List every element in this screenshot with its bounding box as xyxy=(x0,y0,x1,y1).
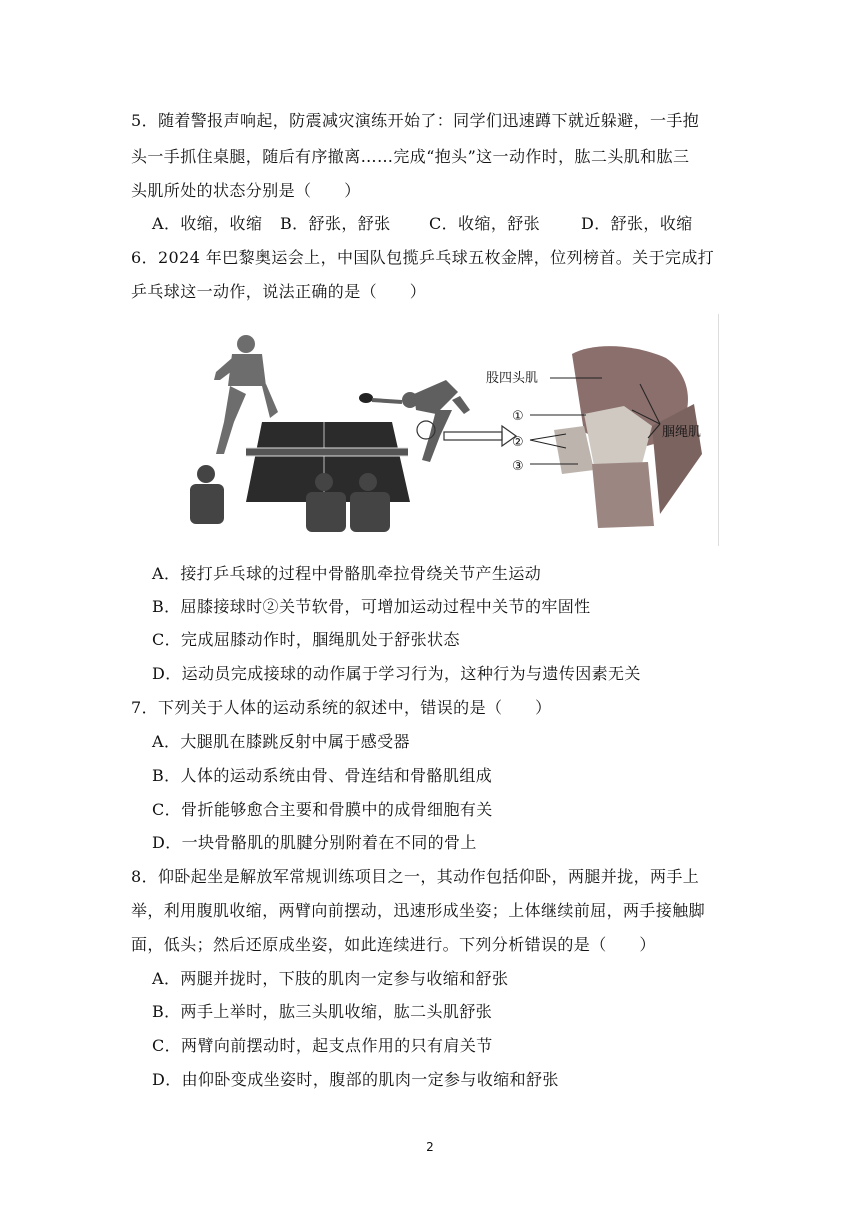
q5-option-d: D．舒张，收缩 xyxy=(581,214,693,233)
q6-stem-line1: 6．2024 年巴黎奥运会上，中国队包揽乒乓球五枚金牌，位列榜首。关于完成打 xyxy=(131,248,715,267)
label-1: ① xyxy=(512,409,524,424)
q5-stem-line2: 头一手抓住桌腿，随后有序撤离……完成“抱头”这一动作时，肱二头肌和肱三 xyxy=(131,147,690,166)
q7-option-d: D．一块骨骼肌的肌腱分别附着在不同的骨上 xyxy=(152,833,477,852)
label-3: ③ xyxy=(512,459,524,474)
q5-stem-line1: 5．随着警报声响起，防震减灾演练开始了：同学们迅速蹲下就近躲避，一手抱 xyxy=(131,111,700,130)
q5-option-b: B．舒张，舒张 xyxy=(280,214,391,233)
q5-option-c: C．收缩，舒张 xyxy=(429,214,541,233)
label-2: ② xyxy=(512,435,524,450)
q7-stem: 7．下列关于人体的运动系统的叙述中，错误的是（ ） xyxy=(131,698,552,717)
q5-stem-line3: 头肌所处的状态分别是（ ） xyxy=(131,181,361,200)
q6-option-a: A．接打乒乓球的过程中骨骼肌牵拉骨绕关节产生运动 xyxy=(152,564,542,583)
page-number: 2 xyxy=(426,1140,434,1154)
q8-stem-line2: 举，利用腹肌收缩，两臂向前摆动，迅速形成坐姿；上体继续前屈，两手接触脚 xyxy=(131,901,706,920)
figure-illustration xyxy=(154,314,718,546)
table-tennis-knee-figure xyxy=(154,314,719,546)
q6-option-b: B．屈膝接球时②关节软骨，可增加运动过程中关节的牢固性 xyxy=(152,597,591,616)
q8-stem-line1: 8．仰卧起坐是解放军常规训练项目之一，其动作包括仰卧，两腿并拢，两手上 xyxy=(131,867,700,886)
q8-option-b: B．两手上举时，肱三头肌收缩，肱二头肌舒张 xyxy=(152,1002,493,1021)
q7-option-a: A．大腿肌在膝跳反射中属于感受器 xyxy=(152,732,410,751)
q5-option-a: A．收缩，收缩 xyxy=(152,214,263,233)
q6-option-d: D．运动员完成接球的动作属于学习行为，这种行为与遗传因素无关 xyxy=(152,664,641,683)
q6-option-c: C．完成屈膝动作时，腘绳肌处于舒张状态 xyxy=(152,630,460,649)
q8-option-c: C．两臂向前摆动时，起支点作用的只有肩关节 xyxy=(152,1036,493,1055)
label-hamstring: 腘绳肌 xyxy=(662,425,702,440)
q8-option-a: A．两腿并拢时，下肢的肌肉一定参与收缩和舒张 xyxy=(152,969,509,988)
label-quadriceps: 股四头肌 xyxy=(486,371,539,386)
arrow-icon xyxy=(444,426,516,446)
q6-stem-line2: 乒乓球这一动作，说法正确的是（ ） xyxy=(131,282,427,301)
q8-option-d: D．由仰卧变成坐姿时，腹部的肌肉一定参与收缩和舒张 xyxy=(152,1070,559,1089)
q8-stem-line3: 面，低头；然后还原成坐姿，如此连续进行。下列分析错误的是（ ） xyxy=(131,935,656,954)
q7-option-b: B．人体的运动系统由骨、骨连结和骨骼肌组成 xyxy=(152,766,493,785)
table-net xyxy=(246,448,408,456)
q7-option-c: C．骨折能够愈合主要和骨膜中的成骨细胞有关 xyxy=(152,800,493,819)
